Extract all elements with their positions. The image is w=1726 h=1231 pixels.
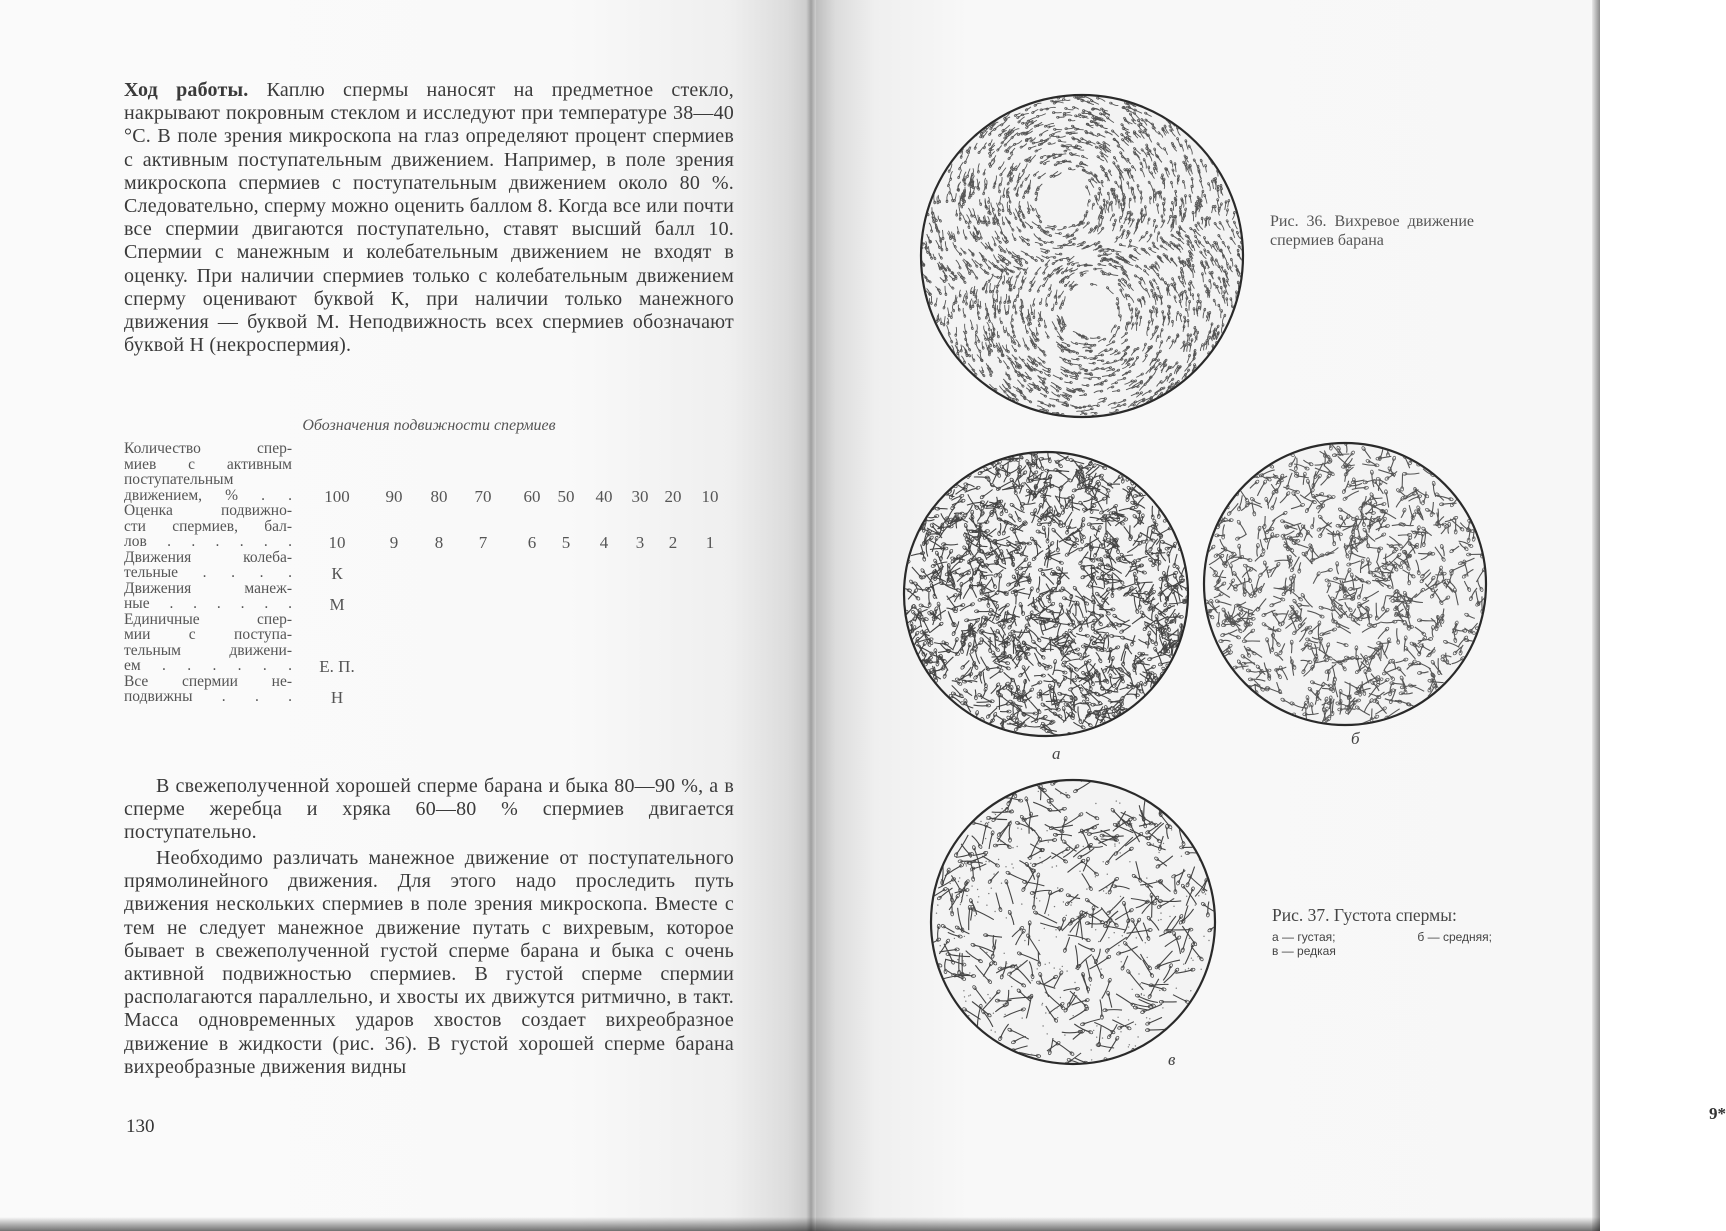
table-label-line: подвижны . . . (124, 688, 292, 705)
table-row (124, 612, 734, 674)
table-cell: 20 (664, 486, 682, 506)
table-label-line: Движения колеба- (124, 548, 292, 566)
left-page (0, 0, 812, 1231)
table-cell: 1 (705, 533, 715, 552)
table-label-line: Все спермии не- (124, 672, 292, 690)
table-cell: Н (330, 688, 344, 707)
table-cell: 8 (434, 533, 444, 552)
table-cell: 10 (701, 486, 719, 506)
table-row (124, 674, 734, 705)
table-cell: 60 (523, 486, 541, 506)
table-cell: 9 (389, 533, 399, 552)
table-label-line: Количество спер- (124, 440, 292, 457)
figure-37-legend (1272, 930, 1492, 958)
table-row-values (124, 564, 734, 582)
table-cell: 50 (557, 486, 575, 506)
figure-37a-label: а (1052, 744, 1061, 763)
table-cell: 30 (631, 486, 649, 506)
figure-37c-sparse-micrograph (928, 777, 1218, 1067)
table-cell: 90 (385, 486, 403, 506)
table-cell: К (331, 564, 343, 583)
figure-37-title: Рис. 37. Густота спермы: (1272, 905, 1457, 925)
table-label-line: Единичные спер- (124, 610, 292, 628)
legend-sparse: в — редкая (1272, 944, 1336, 958)
table-cell: 4 (599, 533, 609, 552)
scan-shadow (0, 1217, 1600, 1231)
paragraph-lead: Ход работы. (124, 79, 249, 101)
table-row (124, 581, 734, 612)
table-row (124, 550, 734, 581)
micrograph-field (921, 95, 1243, 417)
legend-medium: б — средняя; (1417, 930, 1492, 944)
table-label-line: поступательным (124, 471, 234, 488)
table-cell: 70 (474, 486, 492, 506)
page-number-left: 130 (126, 1116, 155, 1137)
page-edge (1592, 0, 1600, 1231)
table-row (124, 503, 734, 550)
figure-37c-label: в (1168, 1050, 1176, 1069)
table-row-values (124, 595, 734, 613)
table-label-line: миев с активным (124, 455, 292, 473)
table-cell: Е. П. (319, 657, 355, 676)
table-cell: 3 (635, 533, 645, 552)
book-gutter (806, 0, 816, 1231)
table-cell: 2 (668, 533, 678, 552)
table-label-line: Движения манеж- (124, 579, 292, 597)
figure-37a-dense-micrograph (900, 449, 1192, 739)
table-caption: Обозначения подвижности спермиев (302, 417, 556, 434)
table-cell: 100 (324, 486, 350, 506)
table-cell: 6 (527, 533, 537, 552)
table-cell: 40 (595, 486, 613, 506)
table-cell: М (329, 595, 345, 614)
legend-dense: а — густая; (1272, 930, 1336, 944)
table-label-line: мии с поступа- (124, 626, 292, 643)
figure-37-caption (1272, 905, 1492, 958)
table-label-line: Оценка подвижно- (124, 502, 292, 519)
paragraph-fresh-sperm: В свежеполученной хорошей сперме барана и быка 80—90 %, а в сперме жеребца и хряка 60—80 % спермиев двигается поступательно. (124, 775, 734, 844)
table-label-line: сти спермиев, бал- (124, 517, 292, 535)
table-row-values (124, 688, 734, 706)
table-label-line: ем . . . . . . (124, 657, 292, 674)
table-label-line: ные . . . . . . (124, 595, 292, 612)
table-cell: 80 (430, 486, 448, 506)
table-cell: 10 (328, 533, 346, 552)
table-cell: 5 (561, 533, 571, 552)
figure-36-caption: Рис. 36. Вихревое движение спермиев барана (1270, 213, 1474, 249)
table-row-values (124, 533, 734, 551)
table-label-line: лов . . . . . . (124, 533, 292, 550)
table-label-line: тельные . . . . (124, 564, 292, 581)
table-cell: 7 (478, 533, 488, 552)
table-row (124, 440, 734, 506)
figure-36-vortex-micrograph (916, 92, 1248, 420)
table-label-line: движением, % . . (124, 486, 292, 504)
figure-37b-label: б (1351, 729, 1360, 748)
paragraph-text: Каплю спермы наносят на предметное стекло, накрывают покровным стеклом и исследуют при температуре 38—40 °С. В поле зрения микроскопа на глаз определяют процент спермиев с активным поступательным движением. Например, в поле зрения микроскопа спермиев с поступательным движением около 80 %. Следовательно, сперму можно оценить баллом 8. Когда все или почти все спермии двигаются поступательно, ставят высший балл 10. Спермии с манежным и колебательным движением не входят в оценку. При наличии спермиев только с колебательным движением сперму оценивают буквой К, при наличии только манежного движения — буквой М. Неподвижность всех спермиев обозначают буквой Н (некроспермия). (124, 79, 735, 357)
table-row-values (124, 657, 734, 675)
motility-table (124, 441, 734, 705)
figure-37b-medium-micrograph (1201, 439, 1489, 729)
page-number-right: 9* (1709, 1104, 1726, 1123)
paragraph-movement-types: Необходимо различать манежное движение от поступательного прямолинейного движения. Для этого надо проследить путь движения нескольких спермиев в поле зрения микроскопа. Вместе с тем не следует манежное движение путать с вихревым, которое бывает в свежеполученной густой сперме барана и быка с очень активной подвижностью спермиев. В густой сперме спермии располагаются параллельно, и хвосты их движутся ритмично, в такт. Масса одновременных ударов хвостов создает вихреобразное движение в жидкости (рис. 36). В густой хорошей сперме барана вихреобразные движения видны (124, 847, 734, 1078)
paragraph-procedure (124, 79, 734, 357)
table-label-line: тельным движени- (124, 641, 292, 659)
